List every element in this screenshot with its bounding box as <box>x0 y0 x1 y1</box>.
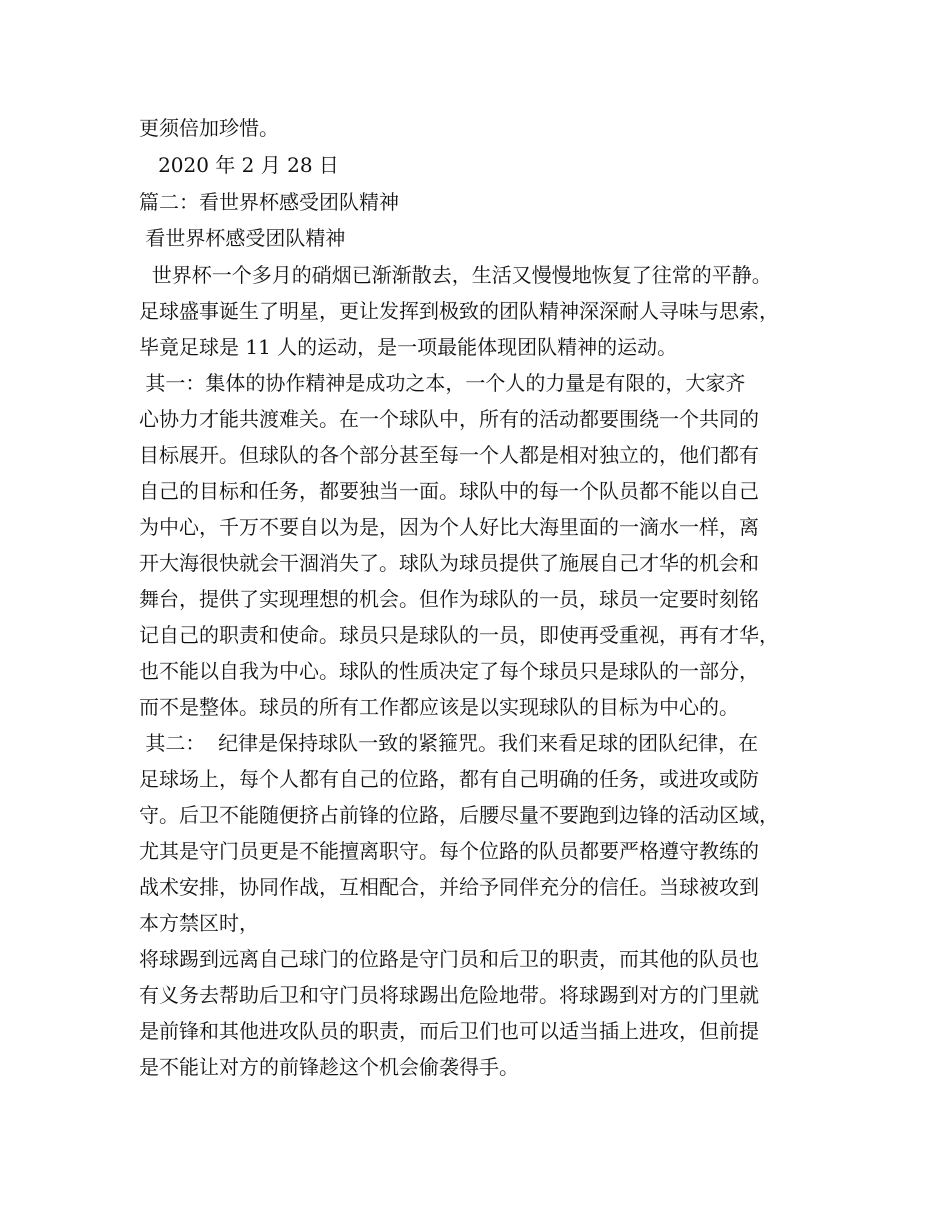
text-line: 世界杯一个多月的硝烟已渐渐散去，生活又慢慢地恢复了往常的平静。 <box>139 263 772 287</box>
text-line: 尤其是守门员更是不能擅离职守。每个位路的队员都要严格遵守教练的 <box>139 839 759 863</box>
text-line: 其一：集体的协作精神是成功之本，一个人的力量是有限的，大家齐 <box>139 371 746 395</box>
text-line: 也不能以自我为中心。球队的性质决定了每个球员只是球队的一部分， <box>139 659 759 683</box>
text-line: 战术安排，协同作战，互相配合，并给予同伴充分的信任。当球被攻到 <box>139 875 759 899</box>
text-line: 目标展开。但球队的各个部分甚至每一个人都是相对独立的，他们都有 <box>139 443 759 467</box>
date-line: 2020 年 2 月 28 日 <box>139 153 339 177</box>
text-line: 舞台，提供了实现理想的机会。但作为球队的一员，球员一定要时刻铭 <box>139 587 759 611</box>
text-line: 自己的目标和任务，都要独当一面。球队中的每一个队员都不能以自己 <box>139 479 759 503</box>
text-line: 开大海很快就会干涸消失了。球队为球员提供了施展自己才华的机会和 <box>139 551 759 575</box>
text-line: 心协力才能共渡难关。在一个球队中，所有的活动都要围绕一个共同的 <box>139 407 759 431</box>
text-line: 而不是整体。球员的所有工作都应该是以实现球队的目标为中心的。 <box>139 695 739 719</box>
text-line: 足球盛事诞生了明星，更让发挥到极致的团队精神深深耐人寻味与思索， <box>139 299 779 323</box>
text-line: 为中心，千万不要自以为是，因为个人好比大海里面的一滴水一样，离 <box>139 515 759 539</box>
text-line: 更须倍加珍惜。 <box>139 116 279 140</box>
text-line: 是前锋和其他进攻队员的职责，而后卫们也可以适当插上进攻，但前提 <box>139 1019 759 1043</box>
text-line: 足球场上，每个人都有自己的位路，都有自己明确的任务，或进攻或防 <box>139 767 759 791</box>
text-line: 记自己的职责和使命。球员只是球队的一员，即使再受重视，再有才华， <box>139 623 779 647</box>
article-title: 看世界杯感受团队精神 <box>139 226 346 250</box>
text-line: 有义务去帮助后卫和守门员将球踢出危险地带。将球踢到对方的门里就 <box>139 983 759 1007</box>
text-line: 将球踢到远离自己球门的位路是守门员和后卫的职责，而其他的队员也 <box>139 947 759 971</box>
text-line: 毕竟足球是 11 人的运动，是一项最能体现团队精神的运动。 <box>139 335 678 359</box>
text-line: 其二： 纪律是保持球队一致的紧箍咒。我们来看足球的团队纪律，在 <box>139 731 759 755</box>
text-line: 本方禁区时， <box>139 911 259 935</box>
text-line: 是不能让对方的前锋趁这个机会偷袭得手。 <box>139 1055 519 1079</box>
section-heading: 篇二：看世界杯感受团队精神 <box>139 190 399 214</box>
text-line: 守。后卫不能随便挤占前锋的位路，后腰尽量不要跑到边锋的活动区域， <box>139 803 779 827</box>
